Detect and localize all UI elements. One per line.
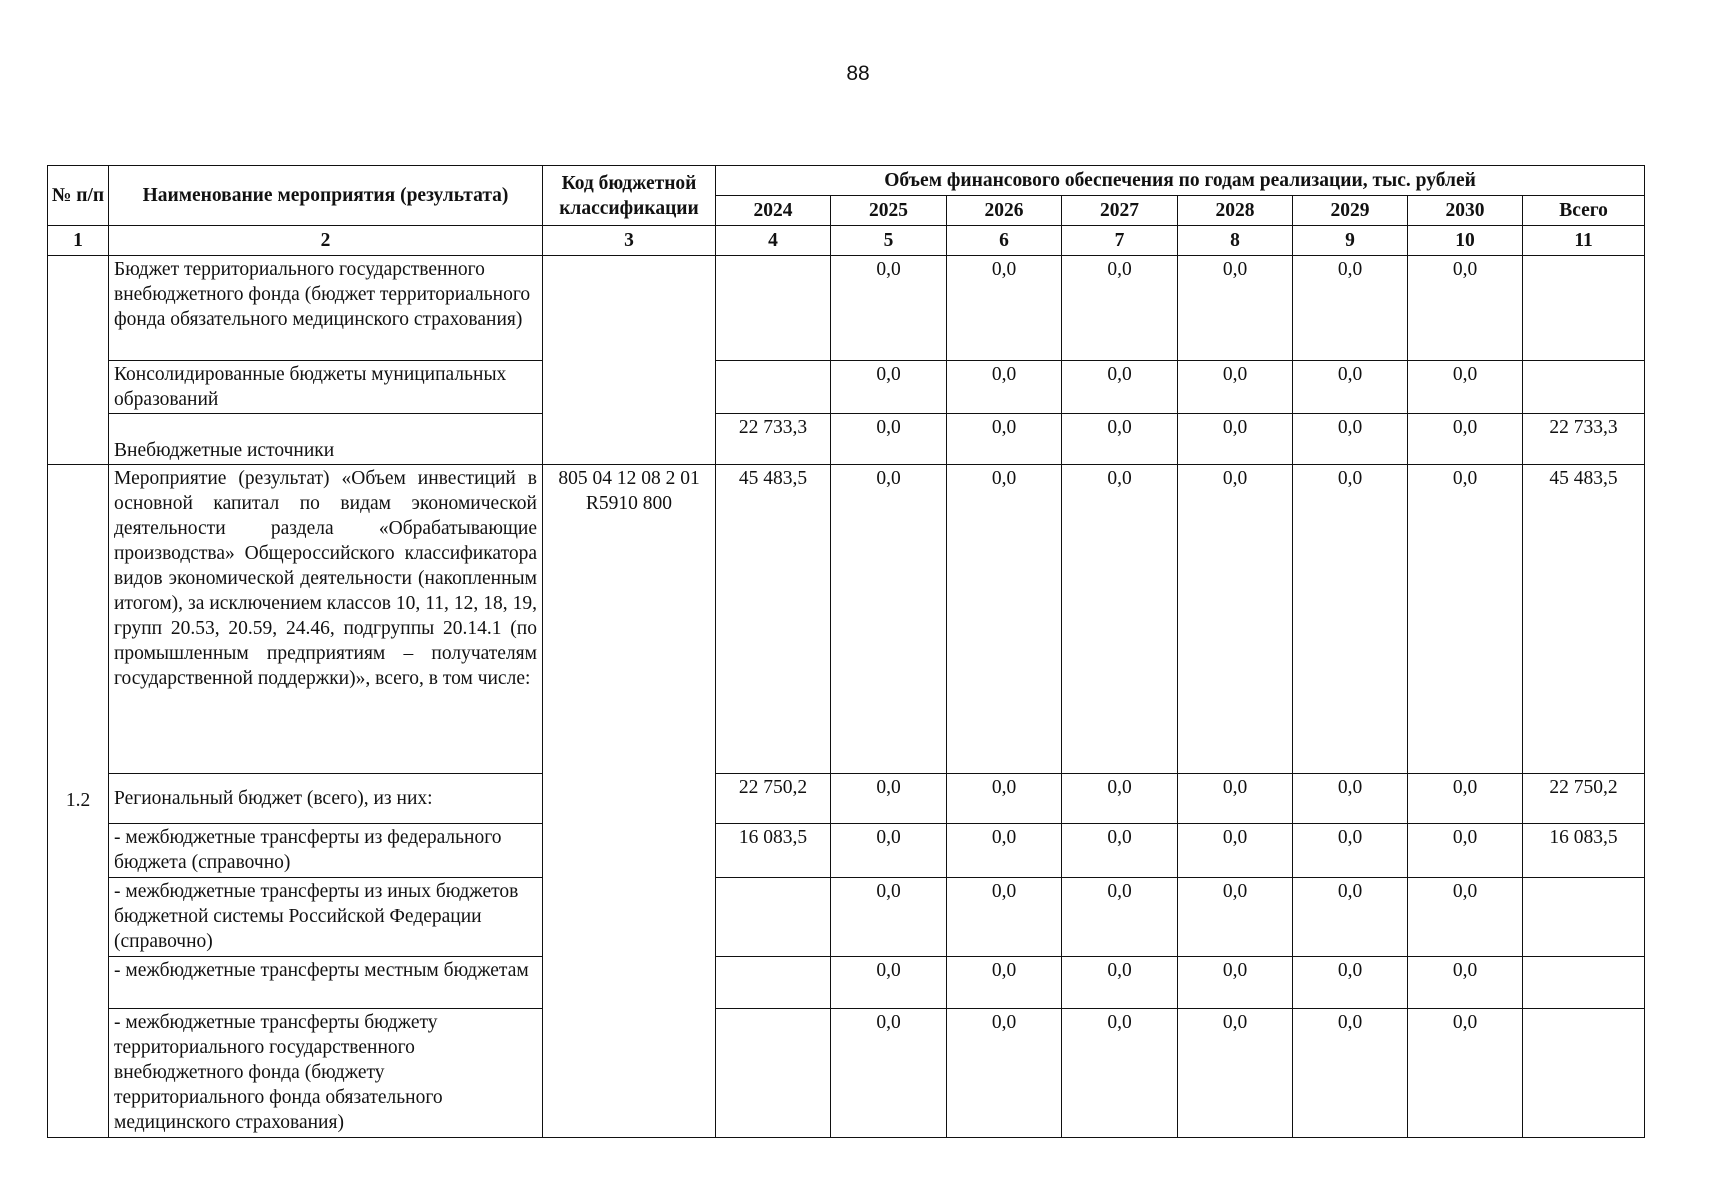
column-number: 3 — [543, 226, 716, 256]
value-2028: 0,0 — [1178, 360, 1293, 413]
value-2026: 0,0 — [947, 414, 1062, 464]
value-2030: 0,0 — [1408, 956, 1523, 1008]
value-2026: 0,0 — [947, 877, 1062, 956]
column-number: 11 — [1523, 226, 1645, 256]
value-total: 45 483,5 — [1523, 464, 1645, 773]
value-2027: 0,0 — [1062, 414, 1178, 464]
header-year: 2029 — [1293, 196, 1408, 226]
row-num-cell — [48, 256, 109, 465]
header-code: Код бюджетной классификации — [543, 166, 716, 226]
table-row — [48, 414, 1645, 464]
value-2024 — [716, 877, 831, 956]
table-row — [48, 877, 1645, 956]
value-total — [1523, 956, 1645, 1008]
value-2024 — [716, 360, 831, 413]
row-name: Мероприятие (результат) «Объем инвестиций в основной капитал по видам экономической деятельности раздела «Обрабатывающие производства» Общероссийского классификатора видов экономической деятельности (накопленным итогом), за исключением классов 10, 11, 12, 18, 19, групп 20.53, 20.59, 24.46, подгруппы 20.14.1 (по промышленным предприятиям – получателям государственной поддержки)», всего, в том числе: — [109, 464, 543, 773]
value-2029: 0,0 — [1293, 414, 1408, 464]
value-2025: 0,0 — [831, 414, 947, 464]
table-row — [48, 360, 1645, 413]
value-2027: 0,0 — [1062, 956, 1178, 1008]
value-2029: 0,0 — [1293, 774, 1408, 824]
value-2025: 0,0 — [831, 877, 947, 956]
value-2029: 0,0 — [1293, 956, 1408, 1008]
value-2028: 0,0 — [1178, 414, 1293, 464]
value-2024: 22 750,2 — [716, 774, 831, 824]
value-2030: 0,0 — [1408, 360, 1523, 413]
value-2025: 0,0 — [831, 360, 947, 413]
value-2025: 0,0 — [831, 774, 947, 824]
value-2028: 0,0 — [1178, 824, 1293, 877]
value-2027: 0,0 — [1062, 360, 1178, 413]
value-2029: 0,0 — [1293, 824, 1408, 877]
value-2030: 0,0 — [1408, 877, 1523, 956]
value-2027: 0,0 — [1062, 824, 1178, 877]
value-total — [1523, 360, 1645, 413]
value-2024: 45 483,5 — [716, 464, 831, 773]
value-2030: 0,0 — [1408, 824, 1523, 877]
value-2024: 22 733,3 — [716, 414, 831, 464]
value-2028: 0,0 — [1178, 256, 1293, 361]
value-2025: 0,0 — [831, 256, 947, 361]
value-2029: 0,0 — [1293, 1008, 1408, 1137]
value-2029: 0,0 — [1293, 464, 1408, 773]
table-row — [48, 956, 1645, 1008]
row-name: - межбюджетные трансферты бюджету территориального государственного внебюджетного фонда (бюджету территориального фонда обязательного медицинского страхования) — [109, 1008, 543, 1137]
table-row — [48, 824, 1645, 877]
value-2025: 0,0 — [831, 824, 947, 877]
column-number: 1 — [48, 226, 109, 256]
header-year: 2024 — [716, 196, 831, 226]
value-2030: 0,0 — [1408, 256, 1523, 361]
value-2029: 0,0 — [1293, 877, 1408, 956]
header-year: 2026 — [947, 196, 1062, 226]
column-number: 8 — [1178, 226, 1293, 256]
row-name: - межбюджетные трансферты из иных бюджетов бюджетной системы Российской Федерации (справочно) — [109, 877, 543, 956]
value-2024: 16 083,5 — [716, 824, 831, 877]
value-total — [1523, 256, 1645, 361]
header-name: Наименование мероприятия (результата) — [109, 166, 543, 226]
value-2030: 0,0 — [1408, 414, 1523, 464]
header-total: Всего — [1523, 196, 1645, 226]
row-name: Внебюджетные источники — [109, 414, 543, 464]
value-total: 22 733,3 — [1523, 414, 1645, 464]
column-number: 7 — [1062, 226, 1178, 256]
header-year: 2025 — [831, 196, 947, 226]
header-funding-group: Объем финансового обеспечения по годам реализации, тыс. рублей — [716, 166, 1645, 196]
value-2026: 0,0 — [947, 956, 1062, 1008]
value-2027: 0,0 — [1062, 256, 1178, 361]
value-2030: 0,0 — [1408, 774, 1523, 824]
table-row — [48, 774, 1645, 824]
row-name: Региональный бюджет (всего), из них: — [109, 774, 543, 824]
value-2026: 0,0 — [947, 1008, 1062, 1137]
value-2027: 0,0 — [1062, 1008, 1178, 1137]
value-total: 16 083,5 — [1523, 824, 1645, 877]
header-year: 2027 — [1062, 196, 1178, 226]
table-row — [48, 1008, 1645, 1137]
value-2024 — [716, 956, 831, 1008]
table-row — [48, 256, 1645, 361]
value-total — [1523, 877, 1645, 956]
value-2025: 0,0 — [831, 1008, 947, 1137]
value-2028: 0,0 — [1178, 774, 1293, 824]
value-2028: 0,0 — [1178, 1008, 1293, 1137]
row-name: Консолидированные бюджеты муниципальных образований — [109, 360, 543, 413]
column-number: 4 — [716, 226, 831, 256]
value-2026: 0,0 — [947, 774, 1062, 824]
column-number: 9 — [1293, 226, 1408, 256]
row-number: 1.2 — [48, 464, 109, 1137]
value-2024 — [716, 256, 831, 361]
funding-table — [47, 165, 1645, 1138]
value-2028: 0,0 — [1178, 464, 1293, 773]
row-name: Бюджет территориального государственного внебюджетного фонда (бюджет территориального фонда обязательного медицинского страхования) — [109, 256, 543, 361]
header-year: 2028 — [1178, 196, 1293, 226]
code-cell — [543, 256, 716, 465]
row-name: - межбюджетные трансферты местным бюджетам — [109, 956, 543, 1008]
header-year: 2030 — [1408, 196, 1523, 226]
value-2028: 0,0 — [1178, 877, 1293, 956]
column-number: 2 — [109, 226, 543, 256]
value-2026: 0,0 — [947, 256, 1062, 361]
row-name: - межбюджетные трансферты из федерального бюджета (справочно) — [109, 824, 543, 877]
value-2027: 0,0 — [1062, 464, 1178, 773]
column-number: 10 — [1408, 226, 1523, 256]
column-number: 5 — [831, 226, 947, 256]
table-row — [48, 464, 1645, 773]
value-2025: 0,0 — [831, 956, 947, 1008]
column-number: 6 — [947, 226, 1062, 256]
value-2027: 0,0 — [1062, 877, 1178, 956]
value-2030: 0,0 — [1408, 464, 1523, 773]
value-total: 22 750,2 — [1523, 774, 1645, 824]
value-2027: 0,0 — [1062, 774, 1178, 824]
value-2026: 0,0 — [947, 824, 1062, 877]
value-2030: 0,0 — [1408, 1008, 1523, 1137]
budget-code: 805 04 12 08 2 01 R5910 800 — [543, 464, 716, 1137]
header-num: № п/п — [48, 166, 109, 226]
value-2029: 0,0 — [1293, 256, 1408, 361]
value-2029: 0,0 — [1293, 360, 1408, 413]
value-2026: 0,0 — [947, 360, 1062, 413]
value-2024 — [716, 1008, 831, 1137]
value-2028: 0,0 — [1178, 956, 1293, 1008]
value-2025: 0,0 — [831, 464, 947, 773]
value-total — [1523, 1008, 1645, 1137]
page-number: 88 — [846, 62, 870, 85]
value-2026: 0,0 — [947, 464, 1062, 773]
